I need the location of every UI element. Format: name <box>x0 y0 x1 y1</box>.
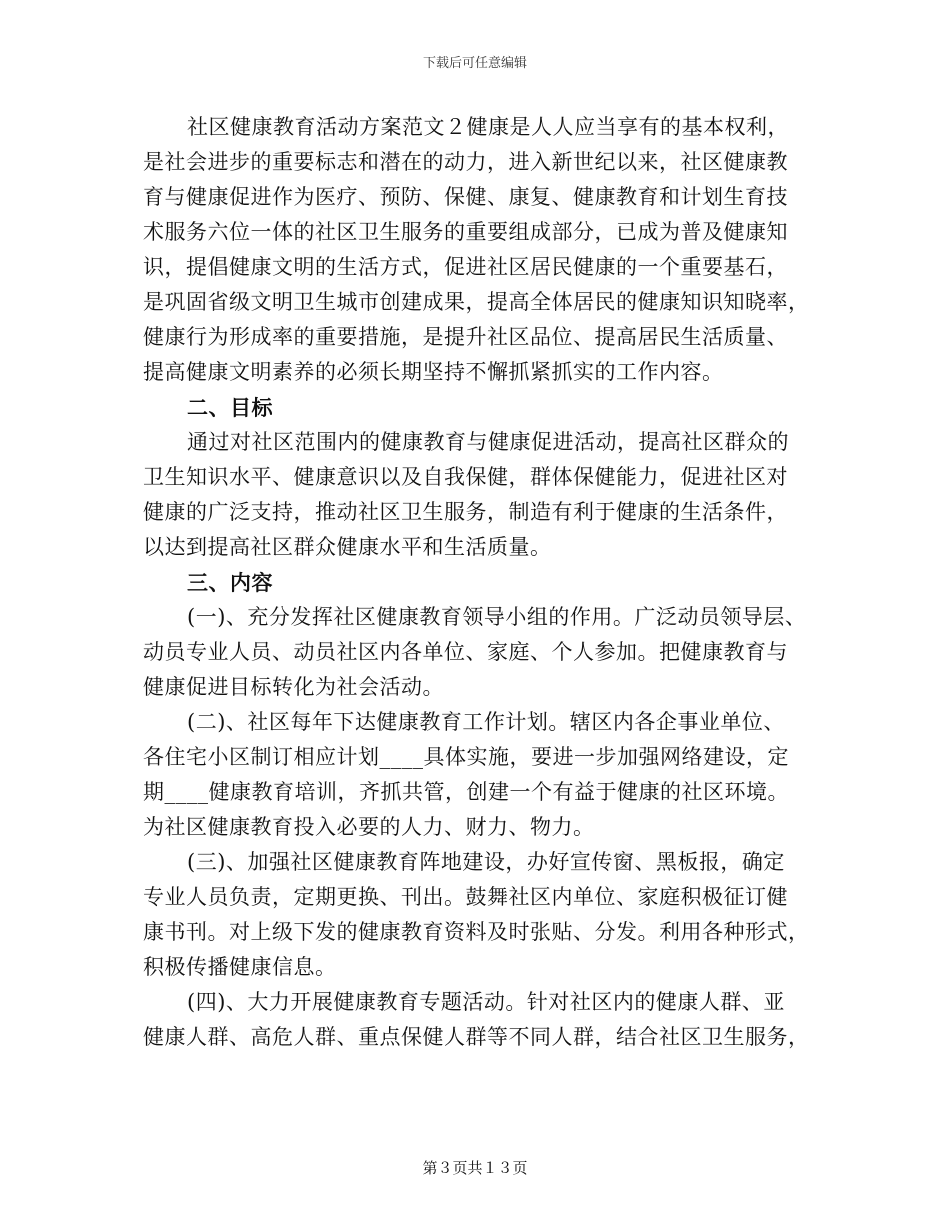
text-line: 健康促进目标转化为社会活动。 <box>143 675 444 699</box>
text-line: 以达到提高社区群众健康水平和生活质量。 <box>143 535 552 559</box>
text-line: 术服务六位一体的社区卫生服务的重要组成部分，已成为普及健康知 <box>143 220 788 244</box>
text-line: 提高健康文明素养的必须长期坚持不懈抓紧抓实的工作内容。 <box>143 360 724 384</box>
text-line: (二)、社区每年下达健康教育工作计划。辖区内各企事业单位、 <box>187 710 785 734</box>
section-heading: 三、内容 <box>187 570 273 595</box>
text-line: 康书刊。对上级下发的健康教育资料及时张贴、分发。利用各种形式， <box>143 920 810 944</box>
text-line: (一)、充分发挥社区健康教育领导小组的作用。广泛动员领导层、 <box>187 605 807 629</box>
text-line: 动员专业人员、动员社区内各单位、家庭、个人参加。把健康教育与 <box>143 640 788 664</box>
text-line: 各住宅小区制订相应计划____具体实施，要进一步加强网络建设，定 <box>143 745 789 769</box>
page-header: 下载后可任意编辑 <box>422 56 527 71</box>
text-line: (四)、大力开展健康教育专题活动。针对社区内的健康人群、亚 <box>187 990 785 1014</box>
text-line: 是巩固省级文明卫生城市创建成果，提高全体居民的健康知识知晓率， <box>143 290 810 314</box>
section-heading: 二、目标 <box>187 395 273 420</box>
text-line: 健康人群、高危人群、重点保健人群等不同人群，结合社区卫生服务， <box>143 1025 810 1049</box>
text-line: 通过对社区范围内的健康教育与健康促进活动，提高社区群众的 <box>187 430 789 454</box>
text-line: 健康的广泛支持，推动社区卫生服务，制造有利于健康的生活条件， <box>143 500 788 524</box>
text-line: 育与健康促进作为医疗、预防、保健、康复、健康教育和计划生育技 <box>143 185 788 209</box>
text-line: 是社会进步的重要标志和潜在的动力，进入新世纪以来，社区健康教 <box>143 150 788 174</box>
text-line: 专业人员负责，定期更换、刊出。鼓舞社区内单位、家庭积极征订健 <box>143 885 788 909</box>
text-line: 识，提倡健康文明的生活方式，促进社区居民健康的一个重要基石， <box>143 255 788 279</box>
text-line: 卫生知识水平、健康意识以及自我保健，群体保健能力，促进社区对 <box>143 465 788 489</box>
text-line: 积极传播健康信息。 <box>143 955 337 979</box>
text-line: 为社区健康教育投入必要的人力、财力、物力。 <box>143 815 595 839</box>
page-footer: 第３页共１３页 <box>422 1159 528 1177</box>
text-line: 社区健康教育活动方案范文２健康是人人应当享有的基本权利， <box>187 115 789 139</box>
text-line: 期____健康教育培训，齐抓共管，创建一个有益于健康的社区环境。 <box>143 780 789 804</box>
text-line: (三)、加强社区健康教育阵地建设，办好宣传窗、黑板报，确定 <box>187 850 785 874</box>
document-body <box>143 110 823 1055</box>
text-line: 健康行为形成率的重要措施，是提升社区品位、提高居民生活质量、 <box>143 325 788 349</box>
